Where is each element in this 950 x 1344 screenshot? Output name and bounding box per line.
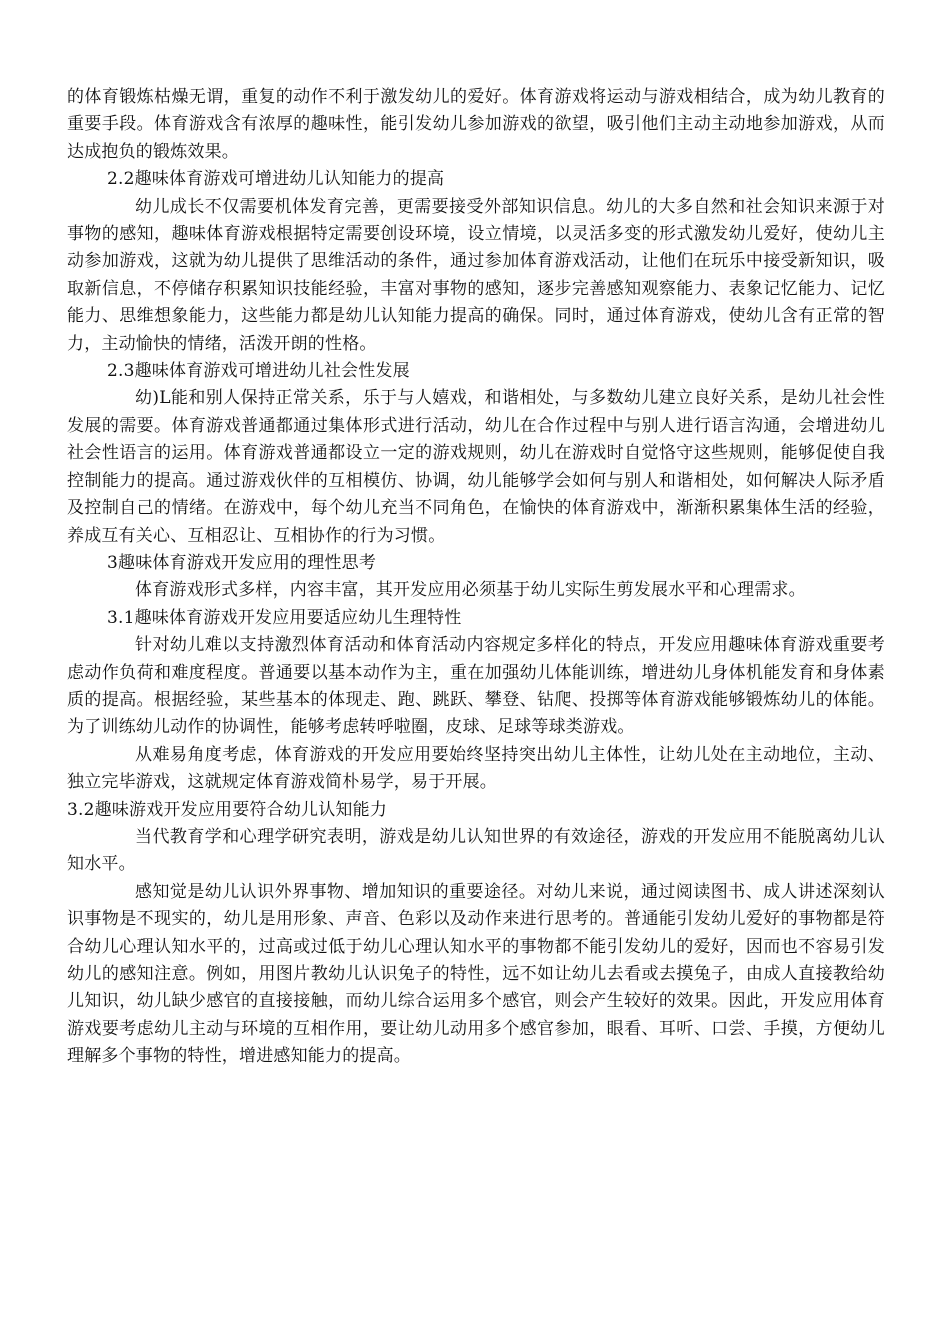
paragraph-difficulty: 从难易角度考虑，体育游戏的开发应用要始终坚持突出幼儿主体性，让幼儿处在主动地位，主动、独立完毕游戏，这就规定体育游戏简朴易学，易于开展。: [67, 744, 885, 793]
section-heading-3: 3趣味体育游戏开发应用的理性思考: [107, 552, 377, 573]
paragraph-cognition: 幼儿成长不仅需要机体发育完善，更需要接受外部知识信息。幼儿的大多自然和社会知识来源于对事物的感知，趣味体育游戏根据特定需要创设环境，设立情境，以灵活多变的形式激发幼儿爱好，使幼儿主动参加游戏，这就为幼儿提供了思维活动的条件，通过参加体育游戏活动，让他们在玩乐中接受新知识，吸取新信息，不停储存积累知识技能经验，丰富对事物的感知，逐步完善感知观察能力、表象记忆能力、记忆能力、思维想象能力，这些能力都是幼儿认知能力提高的确保。同时，通过体育游戏，使幼儿含有正常的智力，主动愉快的情绪，活泼开朗的性格。: [67, 196, 885, 354]
paragraph-social: 幼)L能和别人保持正常关系，乐于与人嬉戏，和谐相处，与多数幼儿建立良好关系，是幼儿社会性发展的需要。体育游戏普通都通过集体形式进行活动，幼儿在合作过程中与别人进行语言沟通，会增进幼儿社会性语言的运用。体育游戏普通都设立一定的游戏规则，幼儿在游戏时自觉恪守这些规则，能够促使自我控制能力的提高。通过游戏伙伴的互相模仿、协调，幼儿能够学会如何与别人和谐相处，如何解决人际矛盾及控制自己的情绪。在游戏中，每个幼儿充当不同角色，在愉快的体育游戏中，渐渐积累集体生活的经验，养成互有关心、互相忍让、互相协作的行为习惯。: [67, 388, 885, 546]
paragraph-section-3-intro: 体育游戏形式多样，内容丰富，其开发应用必须基于幼儿实际生剪发展水平和心理需求。: [135, 580, 806, 601]
paragraph-intro: 的体育锻炼枯燥无谓，重复的动作不利于激发幼儿的爱好。体育游戏将运动与游戏相结合，成为幼儿教育的重要手段。体育游戏含有浓厚的趣味性，能引发幼儿参加游戏的欲望，吸引他们主动主动地参加游戏，从而达成抱负的锻炼效果。: [67, 87, 885, 162]
paragraph-perception: 感知觉是幼儿认识外界事物、增加知识的重要途径。对幼儿来说，通过阅读图书、成人讲述深刻认识事物是不现实的，幼儿是用形象、声音、色彩以及动作来进行思考的。普通能引发幼儿爱好的事物都是符合幼儿心理认知水平的，过高或过低于幼儿心理认知水平的事物都不能引发幼儿的爱好，因而也不容易引发幼儿的感知注意。例如，用图片教幼儿认识兔子的特性，远不如让幼儿去看或去摸兔子，由成人直接教给幼儿知识，幼儿缺少感官的直接接触，而幼儿综合运用多个感官，则会产生较好的效果。因此，开发应用体育游戏要考虑幼儿主动与环境的互相作用，要让幼儿动用多个感官参加，眼看、耳听、口尝、手摸，方便幼儿理解多个事物的特性，增进感知能力的提高。: [67, 881, 885, 1067]
section-heading-2-3: 2.3趣味体育游戏可增进幼儿社会性发展: [107, 361, 410, 382]
section-heading-3-1: 3.1趣味体育游戏开发应用要适应幼儿生理特性: [107, 607, 462, 628]
section-heading-2-2: 2.2趣味体育游戏可增进幼儿认知能力的提高: [107, 169, 445, 190]
paragraph-physiology: 针对幼儿难以支持激烈体育活动和体育活动内容规定多样化的特点，开发应用趣味体育游戏重要考虑动作负荷和难度程度。普通要以基本动作为主，重在加强幼儿体能训练，增进幼儿身体机能发育和身体素质的提高。根据经验，某些基本的体现走、跑、跳跃、攀登、钻爬、投掷等体育游戏能够锻炼幼儿的体能。为了训练幼儿动作的协调性，能够考虑转呼啦圈，皮球、足球等球类游戏。: [67, 635, 885, 738]
document-page: [67, 84, 885, 1071]
section-heading-3-2: 3.2趣味游戏开发应用要符合幼儿认知能力: [67, 799, 388, 820]
paragraph-research: 当代教育学和心理学研究表明，游戏是幼儿认知世界的有效途径，游戏的开发应用不能脱离幼儿认知水平。: [67, 826, 885, 875]
